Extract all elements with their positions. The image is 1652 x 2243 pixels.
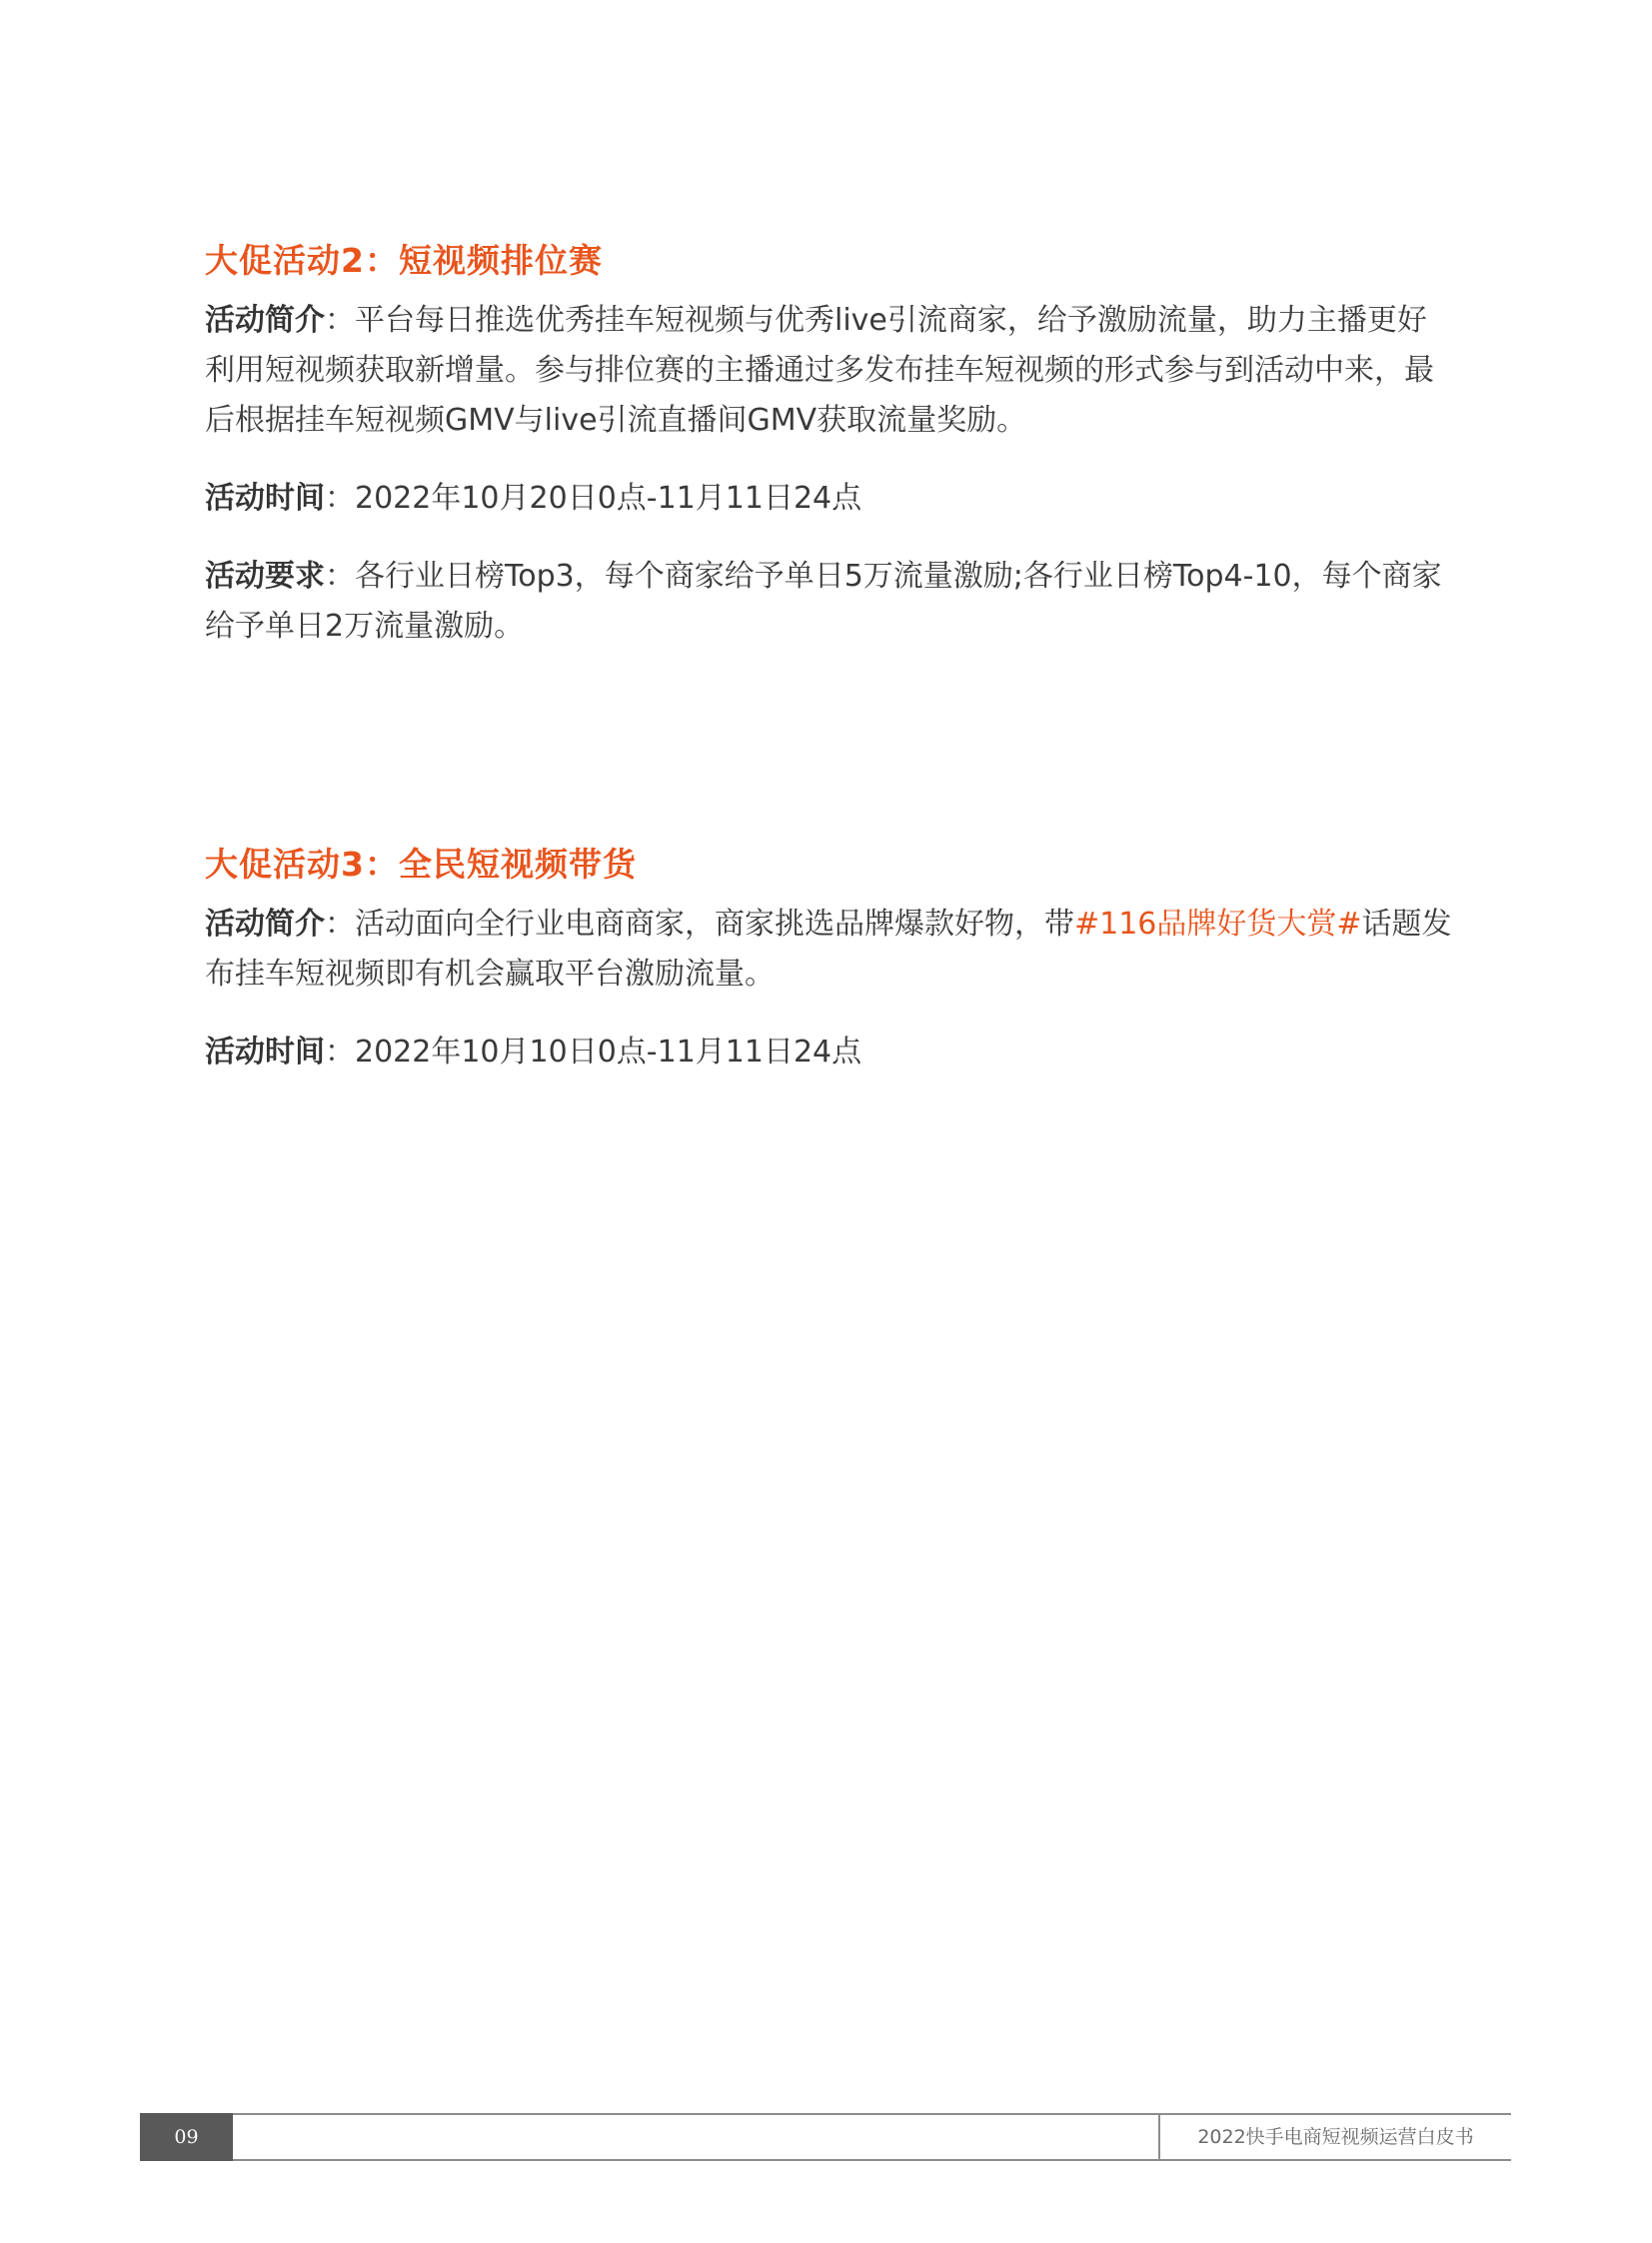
intro-label: 活动简介 bbox=[205, 303, 325, 338]
section-heading: 大促活动3：全民短视频带货 bbox=[205, 845, 637, 884]
promo-section-2 bbox=[205, 232, 1454, 680]
time-text: ：2022年10月10日0点-11月11日24点 bbox=[325, 1035, 862, 1070]
requirements-label: 活动要求 bbox=[205, 559, 325, 594]
page-footer bbox=[140, 2113, 1511, 2161]
footer-document-title: 2022快手电商短视频运营白皮书 bbox=[1197, 2126, 1474, 2148]
activity-time bbox=[205, 474, 1454, 524]
requirements-text: ：各行业日榜Top3，每个商家给予单日5万流量激励;各行业日榜Top4-10，每个商家给予单日2万流量激励。 bbox=[205, 559, 1442, 644]
intro-text-before: ：活动面向全行业电商商家，商家挑选品牌爆款好物，带 bbox=[325, 907, 1074, 942]
activity-time bbox=[205, 1028, 1454, 1078]
time-text: ：2022年10月20日0点-11月11日24点 bbox=[325, 481, 862, 516]
hashtag-topic: #116品牌好货大赏# bbox=[1074, 907, 1362, 942]
activity-intro bbox=[205, 296, 1454, 446]
time-label: 活动时间 bbox=[205, 481, 325, 516]
intro-text: ：平台每日推选优秀挂车短视频与优秀live引流商家，给予激励流量，助力主播更好利用短视频获取新增量。参与排位赛的主播通过多发布挂车短视频的形式参与到活动中来，最后根据挂车短视频GMV与live引流直播间GMV获取流量奖励。 bbox=[205, 303, 1434, 438]
intro-text-after: 话题发布挂车短视频即有机会赢取平台激励流量。 bbox=[205, 907, 1452, 992]
time-label: 活动时间 bbox=[205, 1035, 325, 1070]
section-heading: 大促活动2：短视频排位赛 bbox=[205, 241, 603, 280]
activity-intro bbox=[205, 900, 1454, 1000]
activity-requirements bbox=[205, 552, 1454, 652]
page-number: 09 bbox=[140, 2113, 233, 2161]
promo-section-3 bbox=[205, 836, 1454, 1106]
intro-label: 活动简介 bbox=[205, 907, 325, 942]
